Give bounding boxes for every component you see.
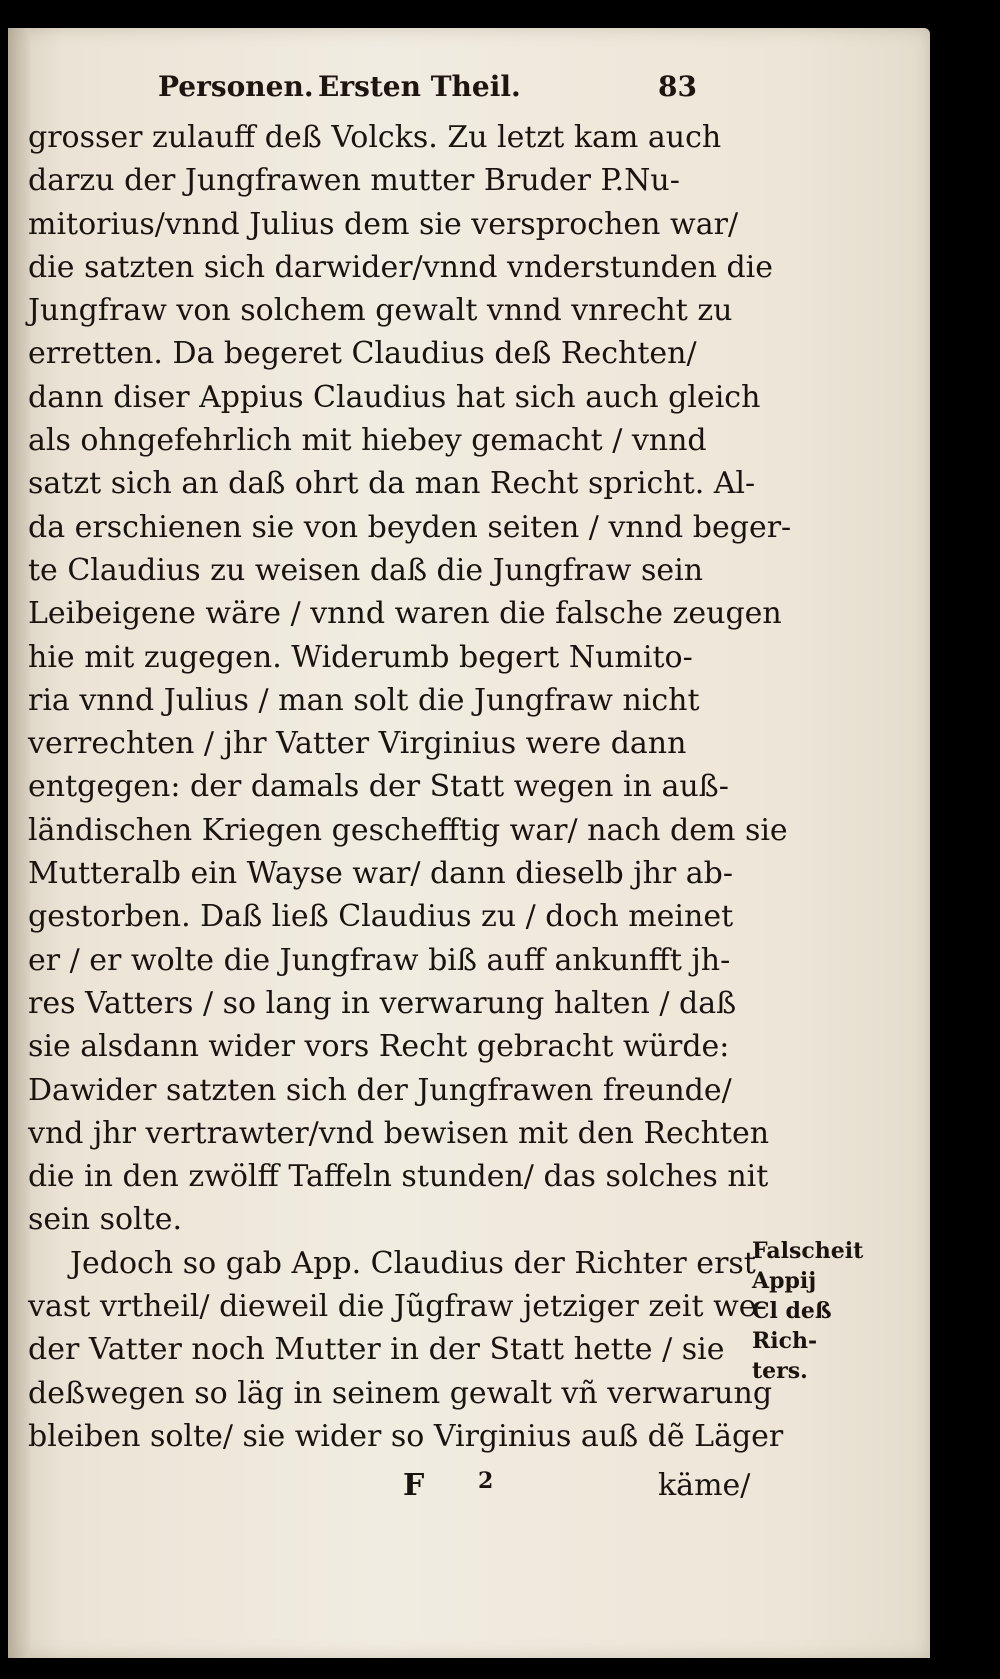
page-footer	[403, 1468, 763, 1508]
text-line: er / er wolte die Jungfraw biß auff ankunfft jh-	[28, 942, 731, 978]
text-line: die in den zwölff Taffeln stunden/ das solches nit	[28, 1159, 769, 1195]
text-line: satzt sich an daß ohrt da man Recht spricht. Al-	[28, 466, 756, 502]
text-line: dann diser Appius Claudius hat sich auch gleich	[28, 379, 761, 415]
text-line: vast vrtheil/ dieweil die Jũgfraw jetziger zeit we-	[28, 1289, 767, 1325]
header-left: Personen.	[158, 70, 314, 103]
text-line: die satzten sich darwider/vnnd vnderstunden die	[28, 249, 774, 285]
text-line: Dawider satzten sich der Jungfrawen freunde/	[28, 1072, 732, 1108]
text-line: Mutteralb ein Wayse war/ dann dieselb jhr ab-	[28, 856, 733, 892]
text-line: erretten. Da begeret Claudius deß Rechten/	[28, 336, 697, 372]
signature-mark: F	[403, 1468, 425, 1503]
header-center: Ersten Theil.	[318, 70, 521, 103]
marginal-note-line: Rich-	[752, 1328, 818, 1354]
text-line: verrechten / jhr Vatter Virginius were dann	[28, 726, 687, 762]
text-line: ria vnnd Julius / man solt die Jungfraw nicht	[28, 682, 700, 718]
text-line: darzu der Jungfrawen mutter Bruder P.Nu-	[28, 163, 680, 199]
text-line: sie alsdann wider vors Recht gebracht würde:	[28, 1029, 730, 1065]
text-line: entgegen: der damals der Statt wegen in auß-	[28, 769, 729, 805]
text-line: gestorben. Daß ließ Claudius zu / doch meinet	[28, 899, 734, 935]
text-line: Leibeigene wäre / vnnd waren die falsche zeugen	[28, 596, 782, 632]
text-line: bleiben solte/ sie wider so Virginius auß dẽ Läger	[28, 1418, 784, 1454]
text-line: sein solte.	[28, 1202, 182, 1238]
text-line: als ohngefehrlich mit hiebey gemacht / vnnd	[28, 423, 707, 459]
running-header	[158, 70, 718, 110]
marginal-note-line: Falscheit	[752, 1238, 864, 1264]
text-line: da erschienen sie von beyden seiten / vnnd beger-	[28, 509, 792, 545]
marginal-note-line: Appij	[752, 1268, 817, 1294]
paper-page	[8, 28, 930, 1658]
text-line: mitorius/vnnd Julius dem sie versprochen war/	[28, 206, 739, 242]
text-line: te Claudius zu weisen daß die Jungfraw sein	[28, 552, 704, 588]
text-line: vnd jhr vertrawter/vnd bewisen mit den Rechten	[28, 1115, 770, 1151]
text-line: der Vatter noch Mutter in der Statt hette / sie	[28, 1332, 725, 1368]
text-line: res Vatters / so lang in verwarung halten / daß	[28, 985, 737, 1021]
text-line: ländischen Kriegen geschefftig war/ nach dem sie	[28, 812, 788, 848]
marginal-note-line: Cl deß	[752, 1298, 832, 1324]
text-line: hie mit zugegen. Widerumb begert Numito-	[28, 639, 693, 675]
marginal-note	[752, 1236, 864, 1386]
page-number: 83	[658, 70, 697, 103]
paragraph-start-line: Jedoch so gab App. Claudius der Richter erst	[70, 1245, 756, 1281]
text-line: grosser zulauff deß Volcks. Zu letzt kam auch	[28, 120, 722, 155]
text-line: deßwegen so läg in seinem gewalt vñ verwarung	[28, 1375, 773, 1411]
marginal-note-line: ters.	[752, 1358, 808, 1384]
signature-number: 2	[478, 1468, 494, 1494]
catchword: käme/	[658, 1468, 751, 1503]
text-line: Jungfraw von solchem gewalt vnnd vnrecht zu	[28, 293, 733, 329]
binding-gutter	[8, 28, 30, 1658]
